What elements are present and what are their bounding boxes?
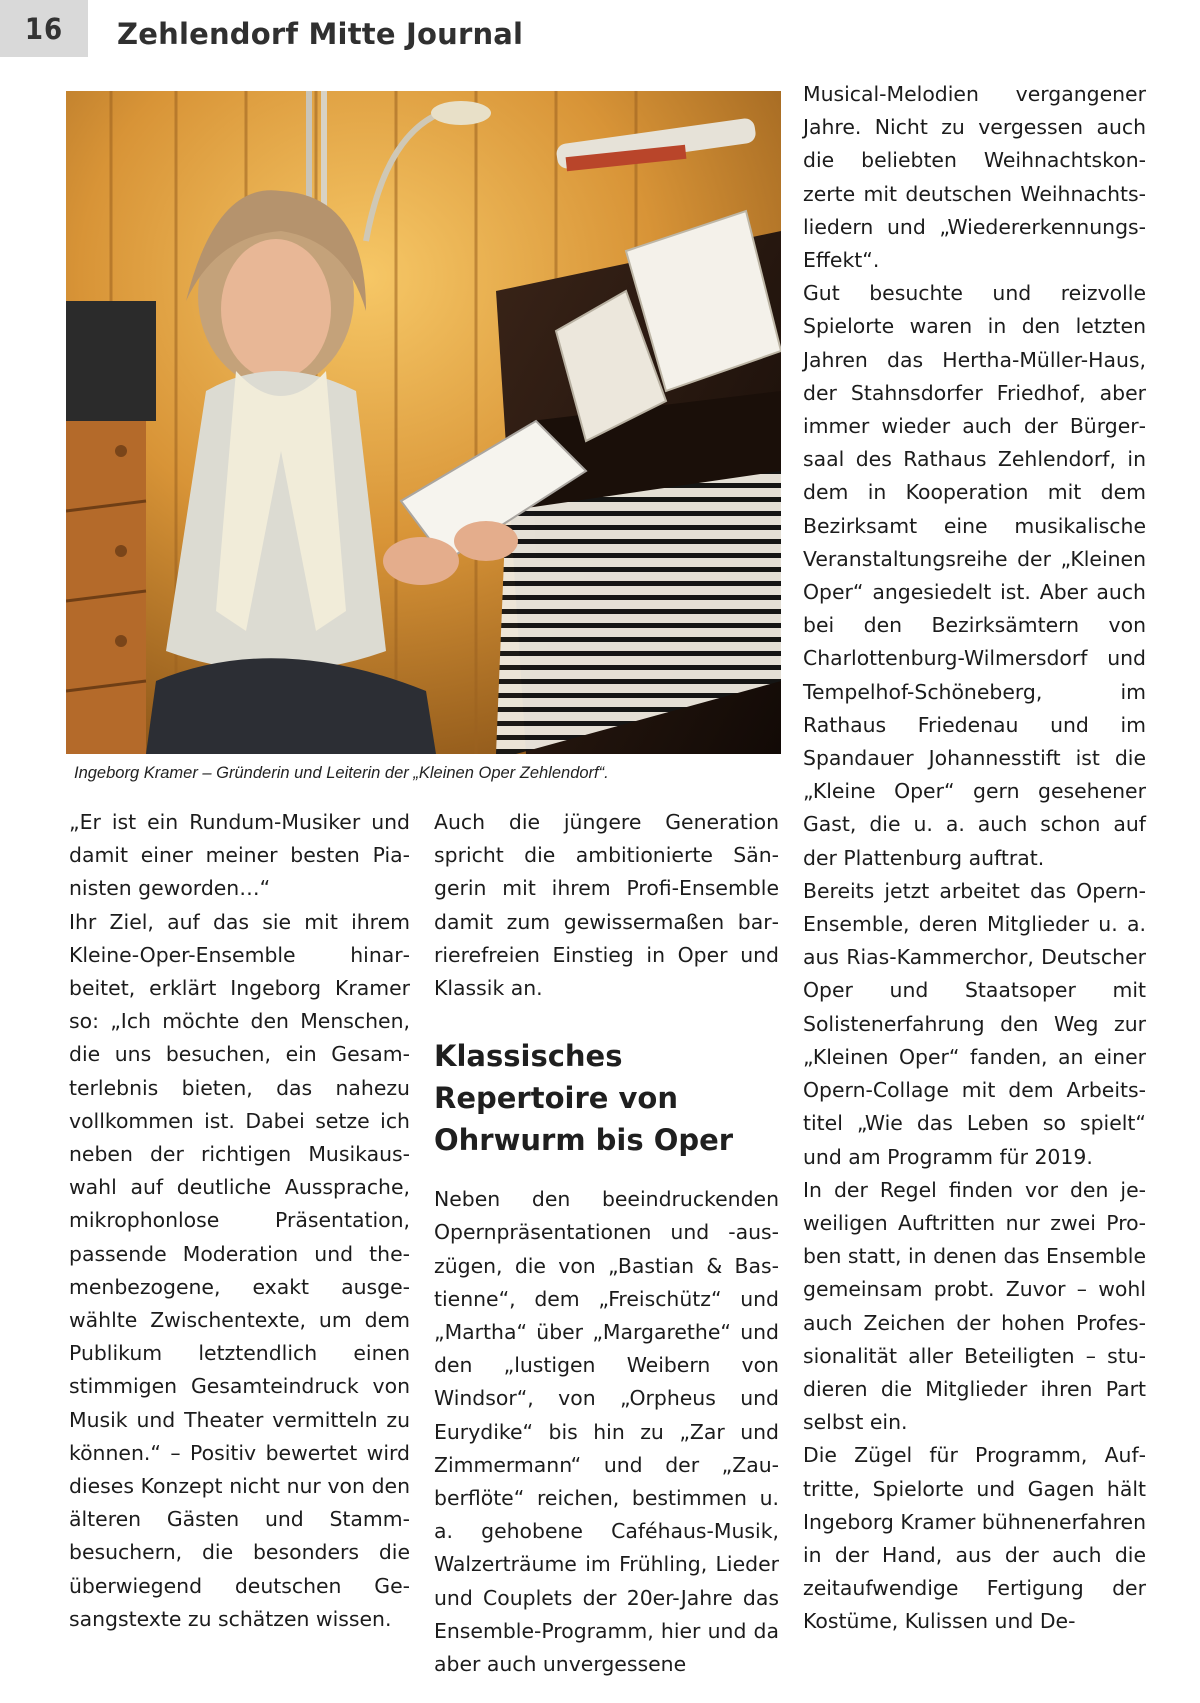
article-column-1 [69, 806, 410, 1636]
journal-title: Zehlendorf Mitte Journal [117, 17, 524, 51]
article-column-3 [803, 78, 1146, 1639]
page-number-box [0, 0, 88, 57]
article-column-2 [434, 806, 779, 1681]
article-paragraph: „Er ist ein Rundum-Musiker und damit einer meiner besten Pianisten geworden…“ [69, 810, 410, 901]
article-paragraph: In der Regel finden vor den jeweiligen Auftritten nur zwei Proben statt, in denen das Ensemble gemeinsam probt. Zuvor – wohl auch Zeichen der hohen Professionalität aller Beteiligten – studieren die Mitglieder ihren Part selbst ein. [803, 1177, 1146, 1435]
photo-caption: Ingeborg Kramer – Gründerin und Leiterin der „Kleinen Oper Zehlendorf“. [74, 764, 609, 782]
page-number: 16 [24, 11, 64, 46]
article-photo [66, 91, 781, 754]
section-subheading: Klassisches Repertoire von Ohrwurm bis Oper [434, 1039, 734, 1158]
article-paragraph: Die Zügel für Programm, Auftritte, Spielorte und Gagen hält Ingeborg Kramer bühnenerfahren in der Hand, aus der auch die zeitaufwendige Fertigung der Kostüme, Kulissen und De- [803, 1443, 1146, 1634]
article-paragraph: Ihr Ziel, auf das sie mit ihrem Kleine-Oper-Ensemble hinarbeitet, erklärt Ingeborg Kramer so: „Ich möchte den Menschen, die uns besuchen, ein Gesamterlebnis bieten, das nahezu vollkommen ist. Dabei setze ich neben der richtigen Musikauswahl auf deutliche Aussprache, mikrophonlose Präsentation, passende Moderation und themenbezogene, exakt ausgewählte Zwischentexte, um dem Publikum letztendlich einen stimmigen Gesamteindruck von Musik und Theater vermitteln zu können.“ – Positiv bewertet wird dieses Konzept nicht nur von den älteren Gästen und Stammbesuchern, die besonders die überwiegend deutschen Gesangstexte zu schätzen wissen. [69, 909, 410, 1631]
article-paragraph: Musical-Melodien vergangener Jahre. Nicht zu vergessen auch die beliebten Weihnachtskonzerte mit deutschen Weihnachtsliedern und „Wiedererkennungs-Effekt“. [803, 82, 1146, 273]
article-paragraph: Neben den beeindruckenden Opernpräsentationen und -auszügen, die von „Bastian & Bastienne“, dem „Freischütz“ und „Martha“ über „Margarethe“ und den „lustigen Weibern von Windsor“, von „Orpheus und Eurydike“ bis hin zu „Zar und Zimmermann“ und der „Zauberflöte“ reichen, bestimmen u. a. gehobene Caféhaus-Musik, Walzerträume im Frühling, Lieder und Couplets der 20er-Jahre das Ensemble-Programm, hier und da aber auch unvergessene [434, 1187, 779, 1677]
article-paragraph: Gut besuchte und reizvolle Spielorte waren in den letzten Jahren das Hertha-Müller-Haus, der Stahnsdorfer Friedhof, aber immer wieder auch der Bürgersaal des Rathaus Zehlendorf, in dem in Kooperation mit dem Bezirksamt eine musikalische Veranstaltungsreihe der „Kleinen Oper“ angesiedelt ist. Aber auch bei den Bezirksämtern von Charlottenburg-Wilmersdorf und Tempelhof-Schöneberg, im Rathaus Friedenau und im Spandauer Johannesstift ist die „Kleine Oper“ gern gesehener Gast, die u. a. auch schon auf der Plattenburg auftrat. [803, 281, 1146, 870]
article-paragraph: Auch die jüngere Generation spricht die ambitionierte Sängerin mit ihrem Profi-Ensemble damit zum gewissermaßen barrierefreien Einstieg in Oper und Klassik an. [434, 810, 779, 1001]
article-paragraph: Bereits jetzt arbeitet das Opern-Ensemble, deren Mitglieder u. a. aus Rias-Kammerchor, Deutscher Oper und Staatsoper mit Solistenerfahrung den Weg zur „Kleinen Oper“ fanden, an einer Opern-Collage mit dem Arbeitstitel „Wie das Leben so spielt“ und am Programm für 2019. [803, 878, 1146, 1169]
